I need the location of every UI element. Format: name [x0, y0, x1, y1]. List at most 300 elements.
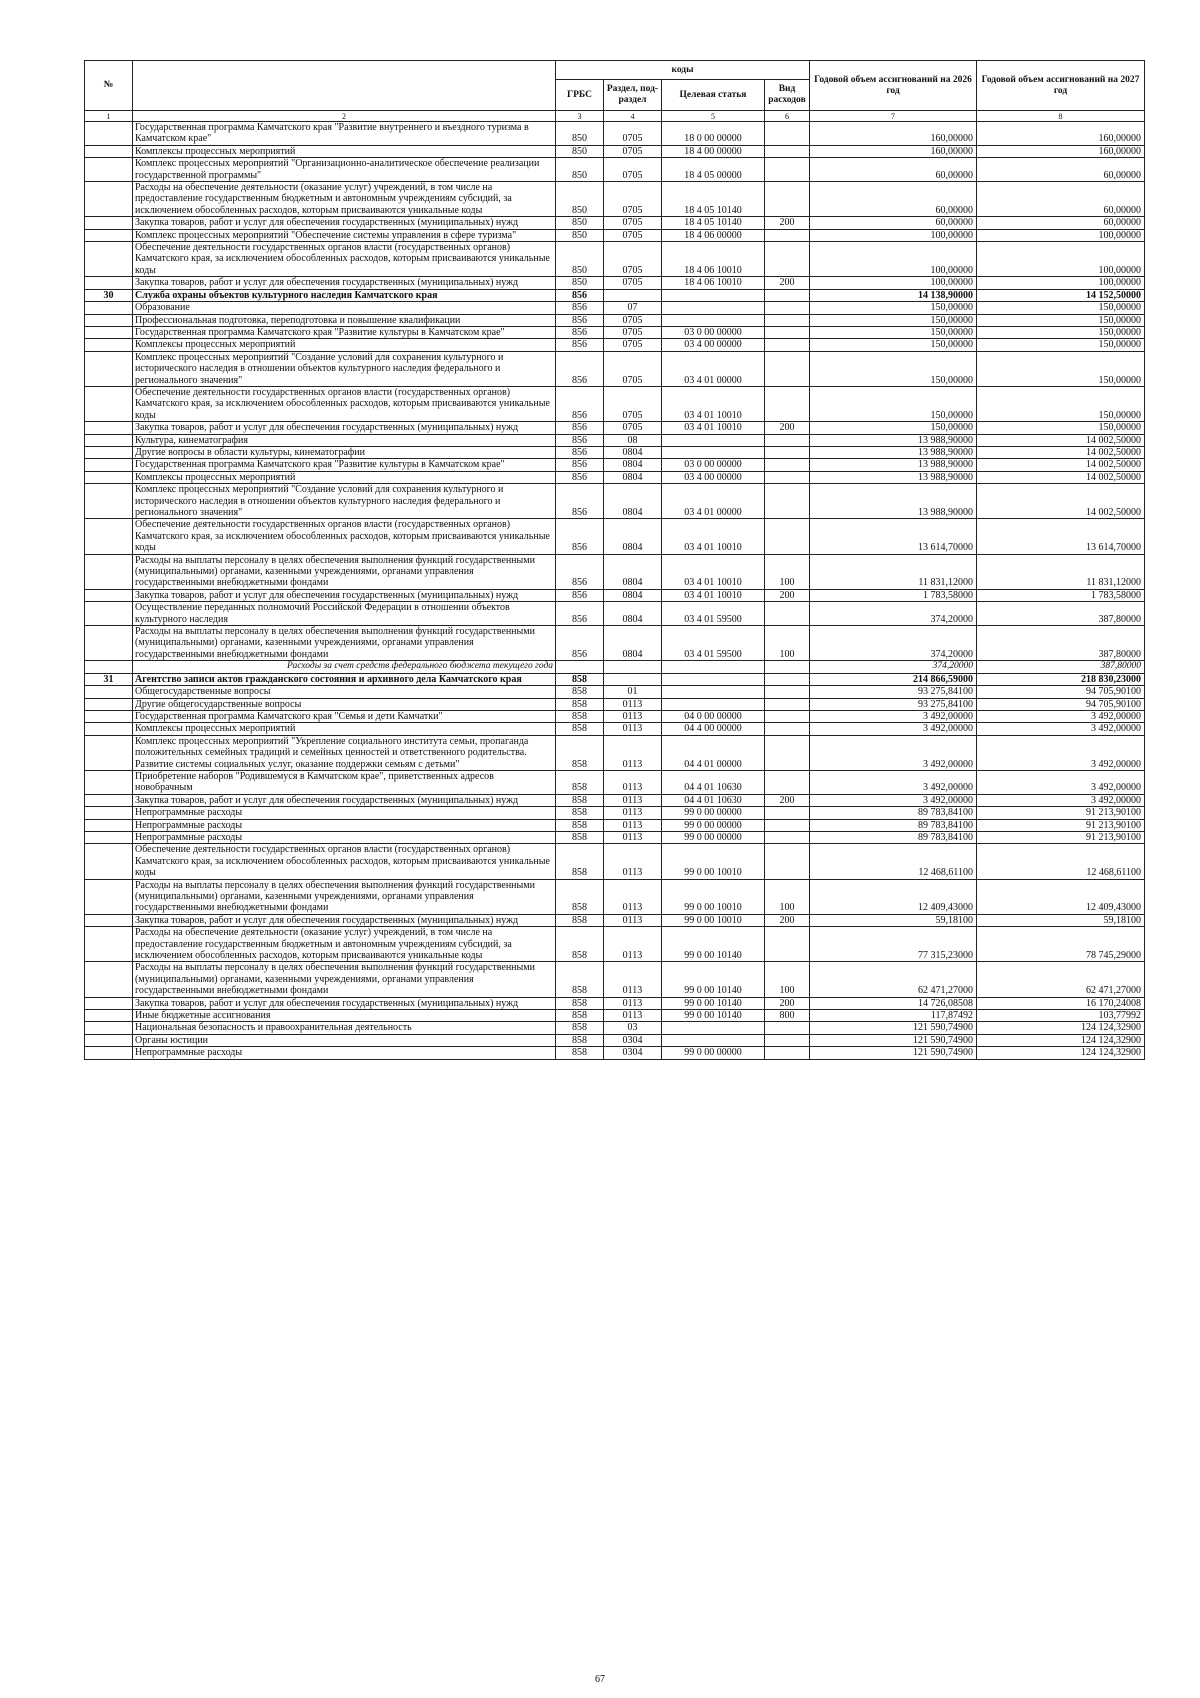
cell-volume-2026: 1 783,58000 — [810, 589, 977, 601]
cell-type: 200 — [765, 277, 810, 289]
cell-volume-2027: 16 170,24008 — [977, 997, 1145, 1009]
cell-grbs: 850 — [556, 242, 604, 277]
cell-section: 08 — [604, 434, 662, 446]
table-row — [85, 158, 1145, 182]
cell-number — [85, 735, 133, 770]
cell-name: Закупка товаров, работ и услуг для обеспечения государственных (муниципальных) нужд — [133, 589, 556, 601]
cell-target: 18 4 06 10010 — [662, 242, 765, 277]
cell-type: 100 — [765, 962, 810, 997]
cell-name: Непрограммные расходы — [133, 1047, 556, 1059]
cell-target: 99 0 00 00000 — [662, 1047, 765, 1059]
cell-section: 0705 — [604, 242, 662, 277]
cell-volume-2027: 218 830,23000 — [977, 673, 1145, 685]
cell-type — [765, 698, 810, 710]
cell-name: Осуществление переданных полномочий Российской Федерации в отношении объектов культурного наследия — [133, 602, 556, 626]
table-row — [85, 879, 1145, 914]
cell-name: Комплекс процессных мероприятий "Обеспечение системы управления в сфере туризма" — [133, 229, 556, 241]
cell-section: 0113 — [604, 723, 662, 735]
cell-number — [85, 484, 133, 519]
table-row — [85, 602, 1145, 626]
cell-number — [85, 351, 133, 386]
cell-name: Комплексы процессных мероприятий — [133, 339, 556, 351]
cell-volume-2027: 94 705,90100 — [977, 686, 1145, 698]
cell-target — [662, 289, 765, 301]
cell-volume-2026: 89 783,84100 — [810, 831, 977, 843]
cell-number — [85, 602, 133, 626]
cell-name: Непрограммные расходы — [133, 831, 556, 843]
cell-grbs: 856 — [556, 351, 604, 386]
cell-volume-2026: 93 275,84100 — [810, 698, 977, 710]
cell-type — [765, 927, 810, 962]
cell-type: 200 — [765, 997, 810, 1009]
cell-section: 0113 — [604, 962, 662, 997]
table-row — [85, 471, 1145, 483]
cell-section: 0304 — [604, 1047, 662, 1059]
cell-volume-2027: 150,00000 — [977, 422, 1145, 434]
table-row — [85, 673, 1145, 685]
cell-grbs: 856 — [556, 326, 604, 338]
cell-grbs: 858 — [556, 698, 604, 710]
cell-number — [85, 277, 133, 289]
cell-section: 0113 — [604, 710, 662, 722]
cell-name: Комплекс процессных мероприятий "Создание условий для сохранения культурного и исторического наследия в отношении объектов культурного наследия федерального и регионального значения" — [133, 484, 556, 519]
cell-volume-2027: 150,00000 — [977, 351, 1145, 386]
cell-target: 03 4 01 10010 — [662, 589, 765, 601]
cell-target: 18 4 05 10140 — [662, 217, 765, 229]
cell-section — [604, 289, 662, 301]
table-row — [85, 386, 1145, 421]
cell-number — [85, 122, 133, 146]
table-row — [85, 351, 1145, 386]
cell-volume-2026: 374,20000 — [810, 661, 977, 673]
cell-number — [85, 997, 133, 1009]
cell-name: Комплекс процессных мероприятий "Создание условий для сохранения культурного и исторического наследия в отношении объектов культурного наследия федерального и регионального значения" — [133, 351, 556, 386]
cell-target: 03 4 01 00000 — [662, 484, 765, 519]
cell-name: Государственная программа Камчатского края "Развитие культуры в Камчатском крае" — [133, 459, 556, 471]
cell-target — [662, 434, 765, 446]
cell-volume-2026: 62 471,27000 — [810, 962, 977, 997]
cell-grbs: 858 — [556, 1010, 604, 1022]
cell-volume-2026: 214 866,59000 — [810, 673, 977, 685]
cell-name: Закупка товаров, работ и услуг для обеспечения государственных (муниципальных) нужд — [133, 217, 556, 229]
cell-volume-2026: 14 726,08508 — [810, 997, 977, 1009]
cell-volume-2026: 117,87492 — [810, 1010, 977, 1022]
cell-type — [765, 459, 810, 471]
cell-grbs: 858 — [556, 927, 604, 962]
cell-volume-2027: 100,00000 — [977, 242, 1145, 277]
cell-section: 0705 — [604, 158, 662, 182]
cell-target: 04 4 01 00000 — [662, 735, 765, 770]
cell-grbs: 858 — [556, 962, 604, 997]
cell-target: 99 0 00 10140 — [662, 927, 765, 962]
cell-type — [765, 661, 810, 673]
cell-number — [85, 686, 133, 698]
cell-name: Комплексы процессных мероприятий — [133, 145, 556, 157]
cell-section: 0705 — [604, 182, 662, 217]
cell-section: 0705 — [604, 422, 662, 434]
cell-name: Непрограммные расходы — [133, 819, 556, 831]
cell-volume-2026: 60,00000 — [810, 217, 977, 229]
cell-target: 03 4 00 00000 — [662, 339, 765, 351]
cell-section: 0705 — [604, 314, 662, 326]
table-row — [85, 484, 1145, 519]
cell-section: 0113 — [604, 807, 662, 819]
cell-target: 18 4 06 00000 — [662, 229, 765, 241]
cell-volume-2026: 160,00000 — [810, 145, 977, 157]
budget-allocation-table — [84, 60, 1145, 1060]
cell-volume-2027: 160,00000 — [977, 145, 1145, 157]
cell-number — [85, 807, 133, 819]
cell-volume-2026: 13 988,90000 — [810, 459, 977, 471]
table-row — [85, 339, 1145, 351]
table-row — [85, 626, 1145, 661]
cell-number — [85, 554, 133, 589]
cell-name: Расходы на обеспечение деятельности (оказание услуг) учреждений, в том числе на предоставление государственным бюджетным и автономным учреждениям субсидий, за исключением обособленных расходов, которым присваиваются уникальные коды — [133, 182, 556, 217]
cell-type — [765, 770, 810, 794]
cell-volume-2027: 91 213,90100 — [977, 819, 1145, 831]
cell-type — [765, 819, 810, 831]
cell-volume-2027: 387,80000 — [977, 661, 1145, 673]
cell-number — [85, 710, 133, 722]
table-row — [85, 686, 1145, 698]
cell-volume-2027: 103,77992 — [977, 1010, 1145, 1022]
column-number: 8 — [977, 111, 1145, 122]
cell-section: 0113 — [604, 770, 662, 794]
cell-target: 18 4 00 00000 — [662, 145, 765, 157]
cell-number — [85, 1047, 133, 1059]
cell-number — [85, 339, 133, 351]
cell-target: 03 4 01 59500 — [662, 602, 765, 626]
cell-name: Закупка товаров, работ и услуг для обеспечения государственных (муниципальных) нужд — [133, 914, 556, 926]
cell-type — [765, 182, 810, 217]
table-row — [85, 794, 1145, 806]
cell-volume-2027: 62 471,27000 — [977, 962, 1145, 997]
cell-grbs: 858 — [556, 1034, 604, 1046]
cell-number — [85, 459, 133, 471]
cell-grbs: 856 — [556, 289, 604, 301]
cell-type: 200 — [765, 422, 810, 434]
cell-target: 99 0 00 10010 — [662, 879, 765, 914]
cell-number — [85, 182, 133, 217]
cell-grbs: 856 — [556, 434, 604, 446]
cell-target: 99 0 00 10140 — [662, 997, 765, 1009]
cell-section: 0113 — [604, 794, 662, 806]
cell-number — [85, 434, 133, 446]
cell-number — [85, 386, 133, 421]
cell-grbs: 850 — [556, 122, 604, 146]
cell-type: 100 — [765, 626, 810, 661]
cell-volume-2027: 14 002,50000 — [977, 434, 1145, 446]
column-number: 4 — [604, 111, 662, 122]
cell-section: 0705 — [604, 326, 662, 338]
cell-target: 03 4 01 10010 — [662, 422, 765, 434]
cell-volume-2026: 3 492,00000 — [810, 710, 977, 722]
cell-name: Органы юстиции — [133, 1034, 556, 1046]
cell-type: 800 — [765, 1010, 810, 1022]
table-row — [85, 459, 1145, 471]
cell-type: 200 — [765, 589, 810, 601]
table-row — [85, 1022, 1145, 1034]
table-row — [85, 519, 1145, 554]
cell-target: 99 0 00 00000 — [662, 807, 765, 819]
cell-volume-2027: 387,80000 — [977, 602, 1145, 626]
cell-type — [765, 289, 810, 301]
cell-name: Обеспечение деятельности государственных органов власти (государственных органов) Камчатского края, за исключением обособленных расходов, которым присваиваются уникальные коды — [133, 242, 556, 277]
header-type: Вид расходов — [765, 80, 810, 111]
cell-target: 03 4 01 00000 — [662, 351, 765, 386]
table-row — [85, 807, 1145, 819]
cell-volume-2027: 150,00000 — [977, 326, 1145, 338]
cell-grbs: 858 — [556, 879, 604, 914]
table-row — [85, 242, 1145, 277]
cell-type — [765, 1034, 810, 1046]
cell-volume-2026: 3 492,00000 — [810, 794, 977, 806]
cell-target: 99 0 00 10140 — [662, 1010, 765, 1022]
table-row — [85, 1034, 1145, 1046]
cell-volume-2027: 60,00000 — [977, 182, 1145, 217]
cell-grbs: 856 — [556, 626, 604, 661]
cell-grbs: 858 — [556, 710, 604, 722]
cell-type — [765, 302, 810, 314]
cell-target: 18 4 05 00000 — [662, 158, 765, 182]
cell-target: 99 0 00 00000 — [662, 819, 765, 831]
cell-volume-2027: 150,00000 — [977, 339, 1145, 351]
cell-volume-2026: 374,20000 — [810, 626, 977, 661]
cell-number — [85, 831, 133, 843]
column-number-row — [85, 111, 1145, 122]
cell-target: 03 4 01 10010 — [662, 519, 765, 554]
cell-number — [85, 314, 133, 326]
cell-grbs: 856 — [556, 484, 604, 519]
cell-type — [765, 831, 810, 843]
cell-target — [662, 661, 765, 673]
cell-name: Образование — [133, 302, 556, 314]
cell-name: Расходы за счет средств федерального бюджета текущего года — [133, 661, 556, 673]
cell-number — [85, 698, 133, 710]
cell-grbs: 858 — [556, 914, 604, 926]
cell-volume-2026: 121 590,74900 — [810, 1047, 977, 1059]
cell-section: 0304 — [604, 1034, 662, 1046]
cell-grbs: 850 — [556, 182, 604, 217]
cell-grbs: 858 — [556, 794, 604, 806]
budget-table-page — [84, 60, 1144, 1060]
cell-type — [765, 710, 810, 722]
column-number: 7 — [810, 111, 977, 122]
cell-number — [85, 1010, 133, 1022]
cell-name: Закупка товаров, работ и услуг для обеспечения государственных (муниципальных) нужд — [133, 794, 556, 806]
cell-target: 18 4 06 10010 — [662, 277, 765, 289]
cell-grbs: 850 — [556, 277, 604, 289]
cell-volume-2027: 14 002,50000 — [977, 459, 1145, 471]
cell-volume-2026: 3 492,00000 — [810, 735, 977, 770]
cell-type: 100 — [765, 879, 810, 914]
cell-name: Государственная программа Камчатского края "Развитие внутреннего и въездного туризма в Камчатском крае" — [133, 122, 556, 146]
column-number: 1 — [85, 111, 133, 122]
cell-volume-2027: 12 409,43000 — [977, 879, 1145, 914]
cell-volume-2026: 150,00000 — [810, 339, 977, 351]
cell-name: Расходы на обеспечение деятельности (оказание услуг) учреждений, в том числе на предоставление государственным бюджетным и автономным учреждениям субсидий, за исключением обособленных расходов, которым присваиваются уникальные коды — [133, 927, 556, 962]
column-number: 3 — [556, 111, 604, 122]
cell-name: Закупка товаров, работ и услуг для обеспечения государственных (муниципальных) нужд — [133, 422, 556, 434]
cell-section: 0705 — [604, 217, 662, 229]
cell-number — [85, 446, 133, 458]
header-volume-2026: Годовой объем ассигнований на 2026 год — [810, 61, 977, 111]
cell-number — [85, 326, 133, 338]
column-number: 5 — [662, 111, 765, 122]
cell-type: 100 — [765, 554, 810, 589]
cell-volume-2026: 13 988,90000 — [810, 446, 977, 458]
cell-volume-2026: 3 492,00000 — [810, 770, 977, 794]
table-row — [85, 182, 1145, 217]
cell-section: 0113 — [604, 698, 662, 710]
cell-target — [662, 698, 765, 710]
cell-grbs: 856 — [556, 459, 604, 471]
table-row — [85, 661, 1145, 673]
cell-target: 04 4 01 10630 — [662, 794, 765, 806]
cell-volume-2026: 11 831,12000 — [810, 554, 977, 589]
cell-number — [85, 242, 133, 277]
cell-target: 03 4 00 00000 — [662, 471, 765, 483]
table-row — [85, 1047, 1145, 1059]
table-row — [85, 1010, 1145, 1022]
cell-section: 0804 — [604, 446, 662, 458]
cell-volume-2026: 150,00000 — [810, 422, 977, 434]
cell-section: 0705 — [604, 122, 662, 146]
cell-section: 0113 — [604, 844, 662, 879]
cell-grbs: 856 — [556, 446, 604, 458]
cell-volume-2027: 14 152,50000 — [977, 289, 1145, 301]
cell-target: 04 4 01 10630 — [662, 770, 765, 794]
header-section: Раздел, под-раздел — [604, 80, 662, 111]
cell-volume-2027: 3 492,00000 — [977, 770, 1145, 794]
cell-volume-2027: 100,00000 — [977, 277, 1145, 289]
cell-volume-2027: 124 124,32900 — [977, 1047, 1145, 1059]
cell-volume-2026: 60,00000 — [810, 182, 977, 217]
table-row — [85, 770, 1145, 794]
table-row — [85, 914, 1145, 926]
table-row — [85, 831, 1145, 843]
cell-number — [85, 422, 133, 434]
table-row — [85, 217, 1145, 229]
table-row — [85, 844, 1145, 879]
cell-name: Комплекс процессных мероприятий "Укрепление социального института семьи, пропаганда положительных семейных традиций и семейных ценностей и ответственного родительства. Развитие системы социальных услуг, оказание поддержки семьям с детьми" — [133, 735, 556, 770]
cell-number — [85, 927, 133, 962]
cell-target — [662, 1034, 765, 1046]
cell-number — [85, 914, 133, 926]
cell-grbs: 856 — [556, 589, 604, 601]
cell-grbs: 856 — [556, 422, 604, 434]
cell-grbs: 858 — [556, 1047, 604, 1059]
cell-type — [765, 844, 810, 879]
cell-volume-2027: 3 492,00000 — [977, 735, 1145, 770]
cell-target: 99 0 00 10010 — [662, 914, 765, 926]
cell-volume-2026: 160,00000 — [810, 122, 977, 146]
cell-type — [765, 242, 810, 277]
column-number: 2 — [133, 111, 556, 122]
cell-section: 0113 — [604, 914, 662, 926]
cell-section: 01 — [604, 686, 662, 698]
cell-type — [765, 339, 810, 351]
cell-target — [662, 686, 765, 698]
cell-type — [765, 735, 810, 770]
cell-volume-2026: 100,00000 — [810, 242, 977, 277]
cell-grbs: 856 — [556, 602, 604, 626]
cell-target — [662, 302, 765, 314]
cell-section: 0705 — [604, 339, 662, 351]
cell-number — [85, 794, 133, 806]
cell-name: Расходы на выплаты персоналу в целях обеспечения выполнения функций государственными (муниципальными) органами, казенными учреждениями, органами управления государственными внебюджетными фондами — [133, 626, 556, 661]
cell-target: 18 0 00 00000 — [662, 122, 765, 146]
cell-name: Расходы на выплаты персоналу в целях обеспечения выполнения функций государственными (муниципальными) органами, казенными учреждениями, органами управления государственными внебюджетными фондами — [133, 554, 556, 589]
cell-section: 0113 — [604, 927, 662, 962]
cell-grbs: 850 — [556, 217, 604, 229]
cell-name: Национальная безопасность и правоохранительная деятельность — [133, 1022, 556, 1034]
cell-name: Расходы на выплаты персоналу в целях обеспечения выполнения функций государственными (муниципальными) органами, казенными учреждениями, органами управления государственными внебюджетными фондами — [133, 879, 556, 914]
table-row — [85, 698, 1145, 710]
cell-number — [85, 589, 133, 601]
cell-volume-2026: 100,00000 — [810, 277, 977, 289]
cell-type — [765, 1022, 810, 1034]
cell-type — [765, 484, 810, 519]
cell-type — [765, 351, 810, 386]
cell-target — [662, 1022, 765, 1034]
cell-number — [85, 770, 133, 794]
table-row — [85, 819, 1145, 831]
cell-number: 31 — [85, 673, 133, 685]
cell-section: 0113 — [604, 831, 662, 843]
table-row — [85, 723, 1145, 735]
cell-name: Комплексы процессных мероприятий — [133, 723, 556, 735]
cell-name: Закупка товаров, работ и услуг для обеспечения государственных (муниципальных) нужд — [133, 277, 556, 289]
table-body — [85, 122, 1145, 1060]
table-row — [85, 302, 1145, 314]
cell-target: 99 0 00 00000 — [662, 831, 765, 843]
cell-volume-2026: 14 138,90000 — [810, 289, 977, 301]
cell-volume-2027: 387,80000 — [977, 626, 1145, 661]
cell-type — [765, 434, 810, 446]
cell-target: 03 4 01 10010 — [662, 554, 765, 589]
cell-number — [85, 626, 133, 661]
cell-grbs: 858 — [556, 673, 604, 685]
cell-volume-2027: 3 492,00000 — [977, 794, 1145, 806]
cell-number — [85, 661, 133, 673]
cell-number — [85, 217, 133, 229]
cell-volume-2027: 160,00000 — [977, 122, 1145, 146]
cell-name: Иные бюджетные ассигнования — [133, 1010, 556, 1022]
cell-grbs: 856 — [556, 386, 604, 421]
cell-grbs: 856 — [556, 314, 604, 326]
cell-number — [85, 471, 133, 483]
cell-section: 0804 — [604, 484, 662, 519]
cell-volume-2027: 60,00000 — [977, 217, 1145, 229]
cell-volume-2027: 12 468,61100 — [977, 844, 1145, 879]
cell-name: Агентство записи актов гражданского состояния и архивного дела Камчатского края — [133, 673, 556, 685]
cell-volume-2027: 150,00000 — [977, 302, 1145, 314]
table-row — [85, 277, 1145, 289]
cell-target: 04 4 00 00000 — [662, 723, 765, 735]
cell-number — [85, 302, 133, 314]
cell-type — [765, 673, 810, 685]
cell-section: 0804 — [604, 471, 662, 483]
table-row — [85, 145, 1145, 157]
cell-volume-2026: 3 492,00000 — [810, 723, 977, 735]
page-number: 67 — [595, 1674, 605, 1685]
cell-number — [85, 723, 133, 735]
cell-volume-2026: 150,00000 — [810, 326, 977, 338]
cell-grbs — [556, 661, 604, 673]
cell-type — [765, 145, 810, 157]
table-row — [85, 314, 1145, 326]
